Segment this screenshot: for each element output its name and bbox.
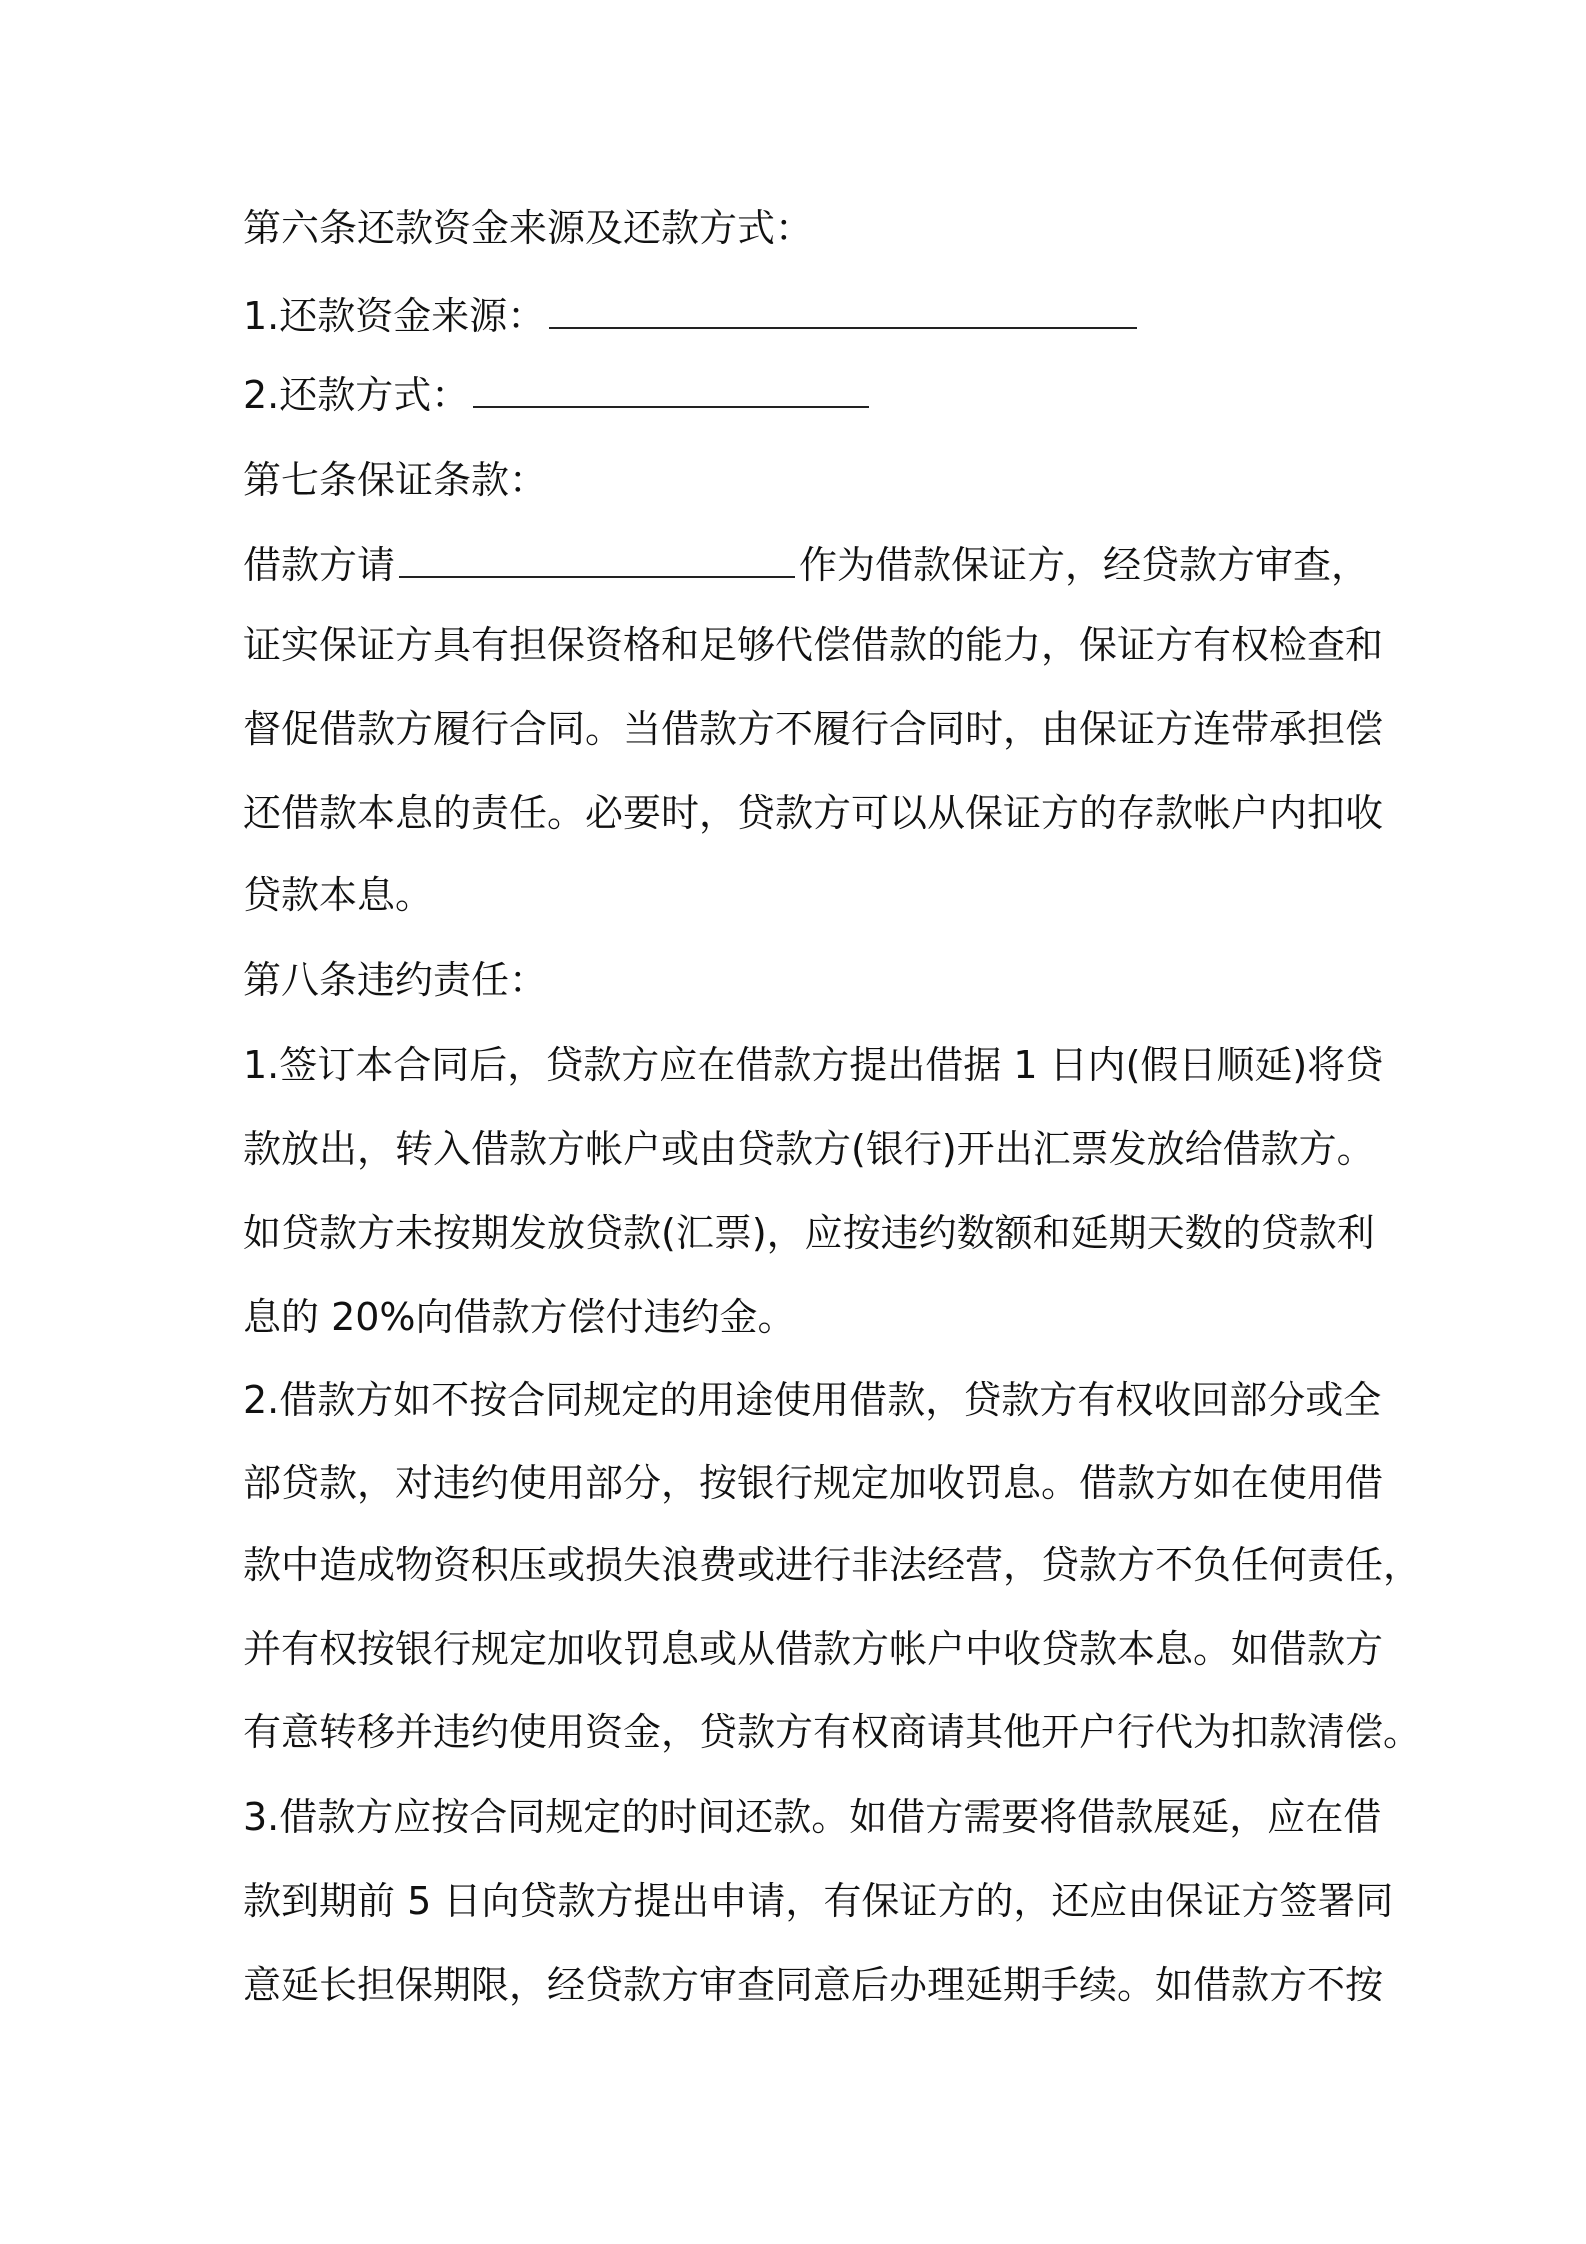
paragraph-line: 息的 20%向借款方偿付违约金。 [243, 1295, 796, 1339]
paragraph-line: 贷款本息。 [243, 873, 434, 917]
paragraph-line: 1.签订本合同后，贷款方应在借款方提出借据 1 日内(假日顺延)将贷 [243, 1043, 1384, 1087]
paragraph-line: 还借款本息的责任。必要时，贷款方可以从保证方的存款帐户内扣收 [243, 791, 1384, 835]
repayment-source-blank[interactable] [549, 293, 1137, 329]
paragraph-line: 款放出，转入借款方帐户或由贷款方(银行)开出汇票发放给借款方。 [243, 1127, 1375, 1171]
guarantee-suffix: 作为借款保证方，经贷款方审查， [799, 543, 1370, 587]
paragraph-line: 证实保证方具有担保资格和足够代偿借款的能力，保证方有权检查和 [243, 623, 1384, 667]
heading-article-8: 第八条违约责任： [243, 958, 548, 1002]
field-repayment-method-label: 2.还款方式： [243, 373, 470, 417]
paragraph-line: 有意转移并违约使用资金，贷款方有权商请其他开户行代为扣款清偿。 [243, 1710, 1422, 1754]
paragraph-line: 款中造成物资积压或损失浪费或进行非法经营，贷款方不负任何责任， [243, 1543, 1422, 1587]
paragraph-line: 部贷款，对违约使用部分，按银行规定加收罚息。借款方如在使用借 [243, 1461, 1384, 1505]
field-repayment-source-label: 1.还款资金来源： [243, 294, 546, 338]
paragraph-line: 如贷款方未按期发放贷款(汇票)，应按违约数额和延期天数的贷款利 [243, 1211, 1375, 1255]
guarantor-blank[interactable] [399, 542, 795, 578]
guarantee-first-line [243, 540, 1370, 590]
paragraph-line: 款到期前 5 日向贷款方提出申请，有保证方的，还应由保证方签署同 [243, 1879, 1394, 1923]
paragraph-line: 2.借款方如不按合同规定的用途使用借款，贷款方有权收回部分或全 [243, 1378, 1382, 1422]
paragraph-line: 3.借款方应按合同规定的时间还款。如借方需要将借款展延，应在借 [243, 1795, 1382, 1839]
repayment-method-blank[interactable] [473, 372, 869, 408]
guarantee-prefix: 借款方请 [243, 543, 396, 587]
paragraph-line: 并有权按银行规定加收罚息或从借款方帐户中收贷款本息。如借款方 [243, 1627, 1384, 1671]
heading-article-6: 第六条还款资金来源及还款方式： [243, 206, 814, 250]
paragraph-line: 督促借款方履行合同。当借款方不履行合同时，由保证方连带承担偿 [243, 707, 1384, 751]
field-repayment-method [243, 370, 1363, 420]
field-repayment-source [243, 291, 1363, 341]
paragraph-line: 意延长担保期限，经贷款方审查同意后办理延期手续。如借款方不按 [243, 1963, 1384, 2007]
heading-article-7: 第七条保证条款： [243, 458, 548, 502]
